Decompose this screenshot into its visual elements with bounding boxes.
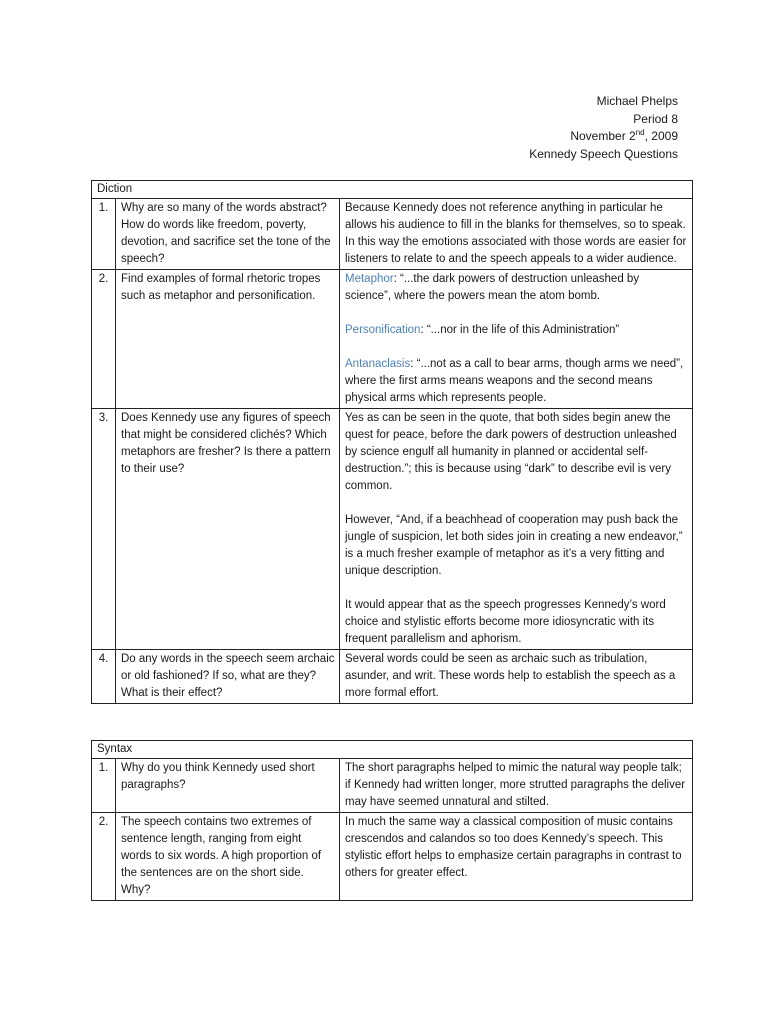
answer-cell: [340, 199, 693, 270]
date-prefix: November 2: [570, 129, 636, 143]
question-cell: Why are so many of the words abstract? How do words like freedom, poverty, devotion, and sacrifice set the tone of the speech?: [116, 199, 340, 270]
table-row: [92, 199, 693, 270]
answer-cell: [340, 270, 693, 409]
class-period: Period 8: [633, 111, 678, 126]
answer-text: Because Kennedy does not reference anything in particular he allows his audience to fill in the blanks for themselves, so to speak. In this way the emotions associated with those words are easier for listeners to relate to and the speech appeals to a wider audience.: [345, 202, 687, 265]
answer-text: The short paragraphs helped to mimic the natural way people talk; if Kennedy had written longer, more strutted paragraphs the deliver may have seemed unnatural and stilted.: [345, 762, 686, 808]
answer-text: Several words could be seen as archaic such as tribulation, asunder, and writ. These words help to establish the speech as a more formal effort.: [345, 653, 676, 699]
table-row: [92, 813, 693, 901]
answer-cell: [340, 813, 693, 901]
question-cell: The speech contains two extremes of sentence length, ranging from eight words to six words. A high proportion of the sentences are on the short side. Why?: [116, 813, 340, 901]
table-row: [92, 759, 693, 813]
section-heading-row: [92, 741, 693, 759]
question-cell: Find examples of formal rhetoric tropes such as metaphor and personification.: [116, 270, 340, 409]
document-date: [529, 128, 678, 146]
question-cell: Do any words in the speech seem archaic or old fashioned? If so, what are they? What is their effect?: [116, 650, 340, 704]
table-row: [92, 409, 693, 650]
answer-cell: [340, 650, 693, 704]
diction-heading: Diction: [92, 181, 693, 199]
metaphor-text: : “...the dark powers of destruction unleashed by science”, where the powers mean the atom bomb.: [345, 273, 640, 302]
antanaclasis-text: : “...not as a call to bear arms, though arms we need”, where the first arms means weapons and the second means physical arms which represents people.: [345, 358, 684, 404]
document-header: [529, 93, 678, 163]
row-number: 2.: [92, 270, 116, 409]
diction-table: [91, 180, 693, 704]
section-heading-row: [92, 181, 693, 199]
table-row: [92, 270, 693, 409]
syntax-heading: Syntax: [92, 741, 693, 759]
answer-text: In much the same way a classical composition of music contains crescendos and calandos so too does Kennedy’s speech. This stylistic effort helps to emphasize certain paragraphs in contrast to others for greater effect.: [345, 816, 682, 879]
answer-paragraph: It would appear that as the speech progresses Kennedy’s word choice and stylistic efforts become more idiosyncratic with its frequent parallelism and aphorism.: [345, 599, 666, 645]
question-cell: Why do you think Kennedy used short paragraphs?: [116, 759, 340, 813]
antanaclasis-example: [345, 356, 688, 407]
row-number: 3.: [92, 409, 116, 650]
question-cell: Does Kennedy use any figures of speech that might be considered clichés? Which metaphors are fresher? Is there a pattern to their use?: [116, 409, 340, 650]
row-number: 2.: [92, 813, 116, 901]
syntax-table: [91, 740, 693, 901]
metaphor-term: Metaphor: [345, 273, 394, 285]
antanaclasis-term: Antanaclasis: [345, 358, 411, 370]
author-name: Michael Phelps: [596, 94, 678, 108]
personification-text: : “...nor in the life of this Administration”: [420, 324, 620, 336]
answer-cell: [340, 759, 693, 813]
row-number: 1.: [92, 199, 116, 270]
date-suffix: , 2009: [644, 129, 678, 143]
row-number: 4.: [92, 650, 116, 704]
answer-paragraph: Yes as can be seen in the quote, that both sides begin anew the quest for peace, before the dark powers of destruction unleashed by science engulf all humanity in planned or accidental self-destruction.”; this is because using “dark” to describe evil is very common.: [345, 412, 677, 492]
personification-term: Personification: [345, 324, 421, 336]
personification-example: [345, 322, 688, 339]
metaphor-example: [345, 271, 688, 305]
answer-cell: [340, 409, 693, 650]
row-number: 1.: [92, 759, 116, 813]
table-row: [92, 650, 693, 704]
document-title: Kennedy Speech Questions: [529, 146, 678, 161]
answer-paragraph: However, “And, if a beachhead of cooperation may push back the jungle of suspicion, let both sides join in creating a new endeavor,” is a much fresher example of metaphor as it’s a very fitting and unique description.: [345, 514, 683, 577]
date-ordinal: nd: [635, 128, 645, 137]
